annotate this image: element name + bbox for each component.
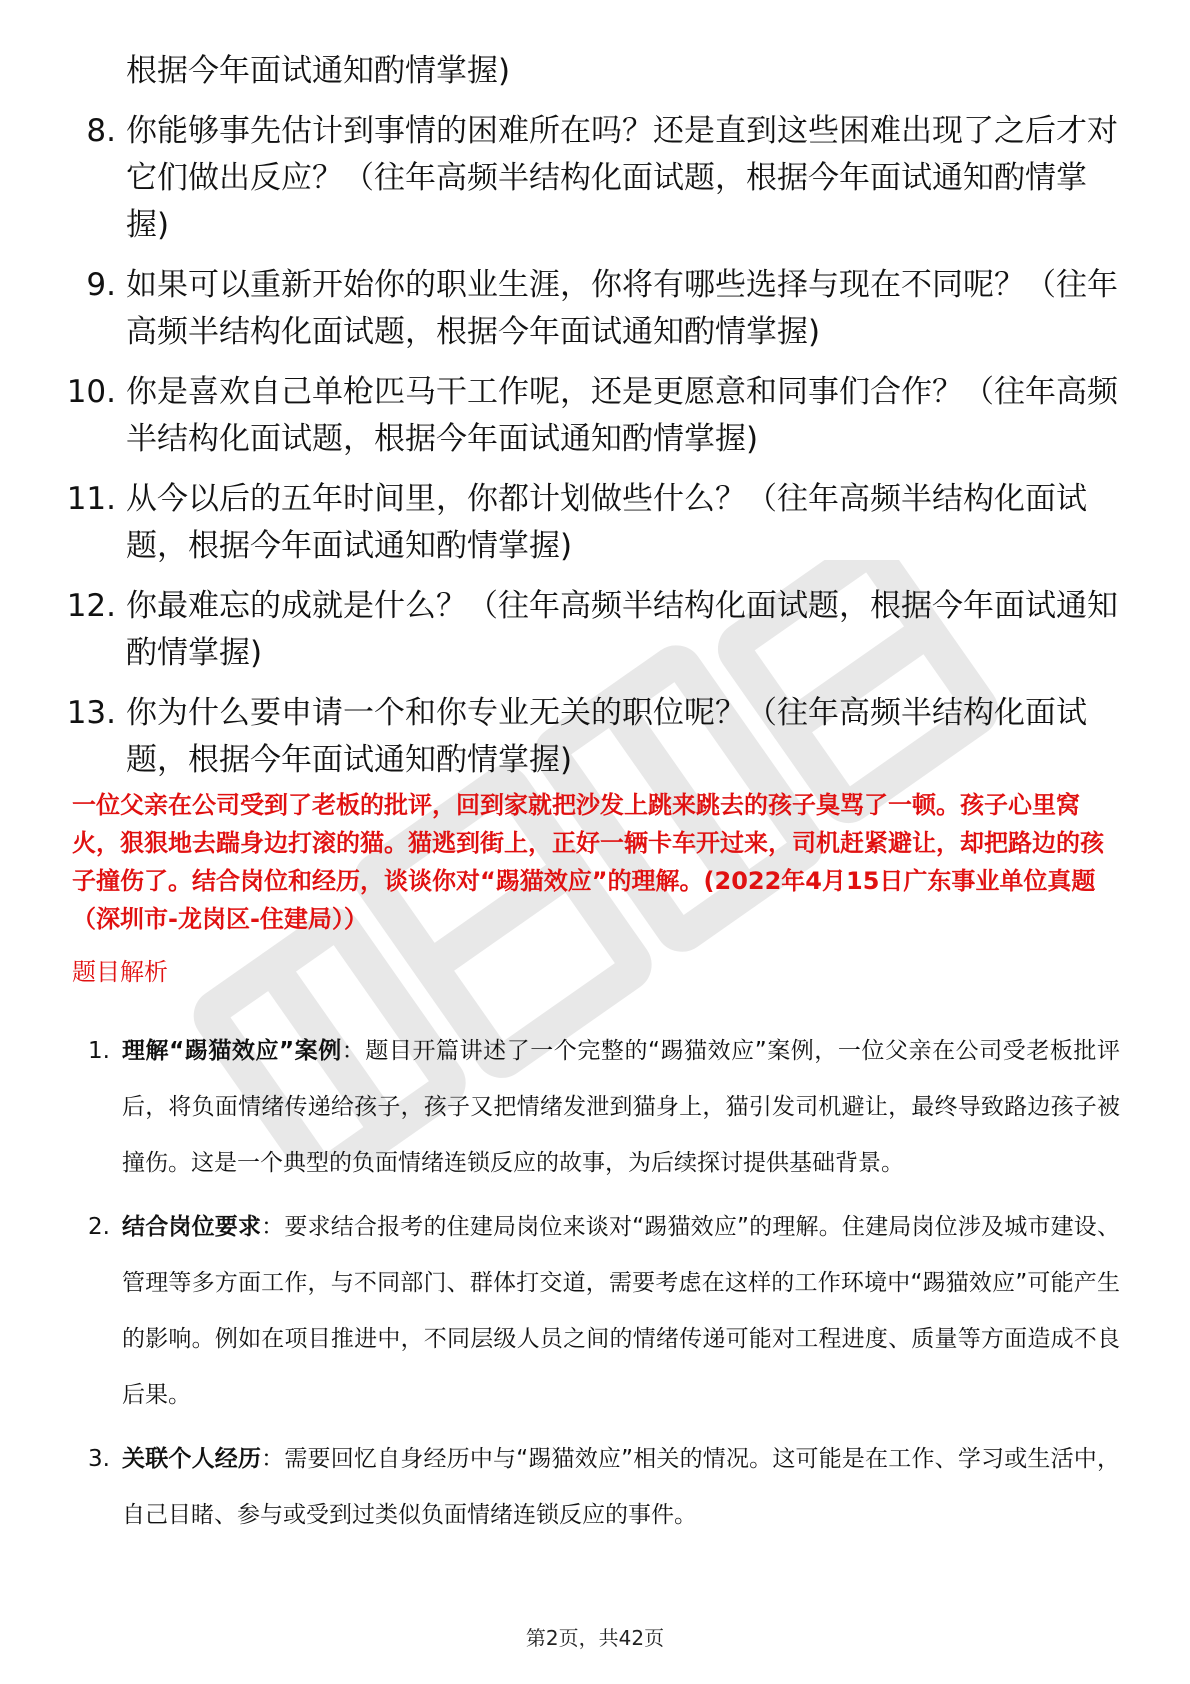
- question-text: 你最难忘的成就是什么？（往年高频半结构化面试题，根据今年面试通知酌情掌握): [126, 588, 1118, 671]
- analysis-text: [122, 1199, 1120, 1423]
- list-item: [60, 583, 1130, 677]
- list-item: [80, 1023, 1120, 1191]
- list-number: 13.: [66, 695, 116, 731]
- list-number: 1.: [88, 1038, 110, 1064]
- analysis-label: 关联个人经历: [122, 1446, 262, 1472]
- question-text: 你是喜欢自己单枪匹马干工作呢，还是更愿意和同事们合作？（往年高频半结构化面试题，根据今年面试通知酌情掌握): [126, 374, 1118, 457]
- list-number: 12.: [66, 588, 116, 624]
- analysis-body: ：需要回忆自身经历中与“踢猫效应”相关的情况。这可能是在工作、学习或生活中，自己目睹、参与或受到过类似负面情绪连锁反应的事件。: [122, 1446, 1120, 1528]
- list-number: 11.: [66, 481, 116, 517]
- list-item: [80, 1431, 1120, 1543]
- list-item: [60, 369, 1130, 463]
- analysis-label: 理解“踢猫效应”案例: [122, 1038, 342, 1064]
- main-question: 一位父亲在公司受到了老板的批评，回到家就把沙发上跳来跳去的孩子臭骂了一顿。孩子心里窝火，狠狠地去踹身边打滚的猫。猫逃到街上，正好一辆卡车开过来，司机赶紧避让，却把路边的孩子撞伤了。结合岗位和经历，谈谈你对“踢猫效应”的理解。(2022年4月15日广东事业单位真题（深圳市-龙岗区-住建局））: [72, 791, 1104, 933]
- analysis-text: [122, 1431, 1120, 1543]
- analysis-text: [122, 1023, 1120, 1191]
- interview-question-list: [60, 48, 1130, 784]
- analysis-label: 结合岗位要求: [122, 1214, 262, 1240]
- question-text: 从今以后的五年时间里，你都计划做些什么？（往年高频半结构化面试题，根据今年面试通知酌情掌握): [126, 481, 1087, 564]
- question-text: 你能够事先估计到事情的困难所在吗？还是直到这些困难出现了之后才对它们做出反应？（往年高频半结构化面试题，根据今年面试通知酌情掌握): [126, 113, 1118, 243]
- list-item: [60, 262, 1130, 356]
- list-number: 8.: [86, 113, 116, 149]
- list-item: [60, 690, 1130, 784]
- question-text: 你为什么要申请一个和你专业无关的职位呢？（往年高频半结构化面试题，根据今年面试通知酌情掌握): [126, 695, 1087, 778]
- analysis-body: ：题目开篇讲述了一个完整的“踢猫效应”案例，一位父亲在公司受老板批评后，将负面情绪传递给孩子，孩子又把情绪发泄到猫身上，猫引发司机避让，最终导致路边孩子被撞伤。这是一个典型的负面情绪连锁反应的故事，为后续探讨提供基础背景。: [122, 1038, 1120, 1176]
- list-item: [80, 1199, 1120, 1423]
- question-continuation: 根据今年面试通知酌情掌握): [126, 53, 511, 89]
- page-footer: 第2页，共42页: [525, 1626, 665, 1650]
- list-item: [60, 108, 1130, 249]
- section-title: 题目解析: [72, 958, 168, 986]
- list-number: 10.: [66, 374, 116, 410]
- list-number: 9.: [86, 267, 116, 303]
- list-number: 3.: [88, 1446, 110, 1472]
- list-number: 2.: [88, 1214, 110, 1240]
- list-item: [60, 476, 1130, 570]
- question-text: 如果可以重新开始你的职业生涯，你将有哪些选择与现在不同呢？（往年高频半结构化面试题，根据今年面试通知酌情掌握): [126, 267, 1118, 350]
- analysis-body: ：要求结合报考的住建局岗位来谈对“踢猫效应”的理解。住建局岗位涉及城市建设、管理等多方面工作，与不同部门、群体打交道，需要考虑在这样的工作环境中“踢猫效应”可能产生的影响。例如在项目推进中，不同层级人员之间的情绪传递可能对工程进度、质量等方面造成不良后果。: [122, 1214, 1120, 1408]
- analysis-list: [80, 1023, 1120, 1551]
